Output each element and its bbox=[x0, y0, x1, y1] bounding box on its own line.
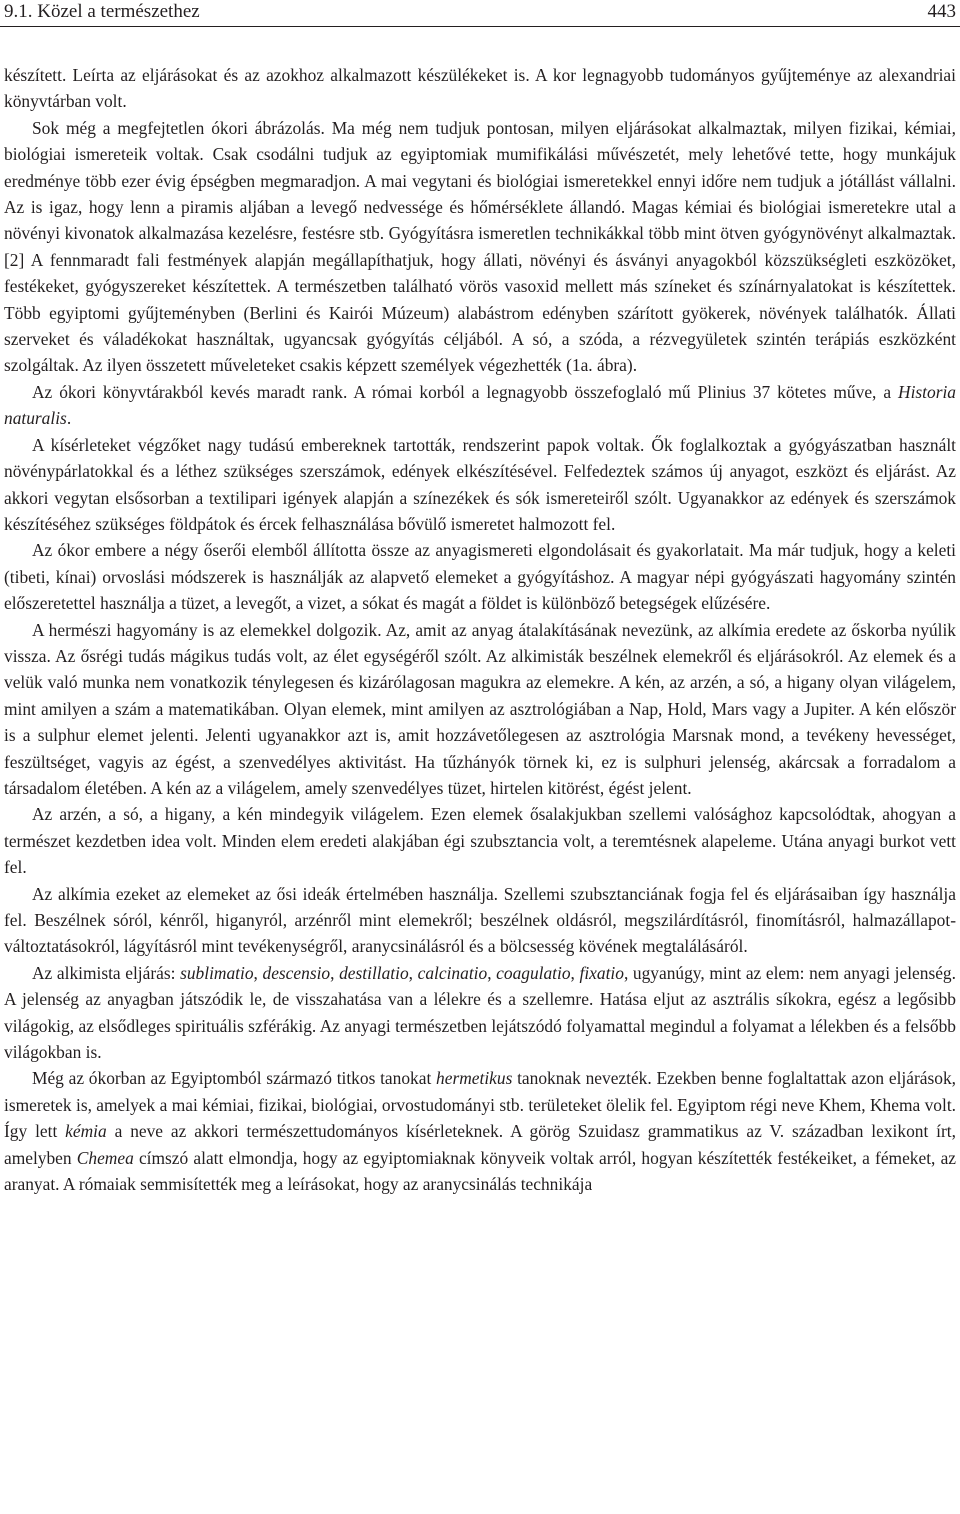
paragraph: A kísérleteket végzőket nagy tudású embereknek tartották, rendszerint papok voltak. Ők foglalkoztak a gyógyászatban használt növénypárlatokkal és a léthez szükséges szerszámok, edények elkészítésével. Felfedeztek számos új anyagot, eszközt és eljárást. Az akkori vegytan elsősorban a textilipari igények alapján a színezékek és sók ismereteiről szólt. Ugyanakkor az edények és szerszámok készítéséhez szükséges földpátok és ércek felhasználása bővülő ismeretet halmozott fel. bbox=[4, 434, 956, 534]
paragraph: Az alkimista eljárás: sublimatio, descensio, destillatio, calcinatio, coagulatio, fixatio, ugyanúgy, mint az elem: nem anyagi jelenség. A jelenség az anyagban játszódik le, de visszahatása van a lélekre és a szellemre. Hatása eljut az asztrális síkokra, egész a legősibb világokig, az elsődleges spirituális szférákig. Az anyagi természetben lejátszódó folyamattal megindul a folyamat a lélekben és a felsőbb világokban is. bbox=[4, 962, 956, 1063]
italic-term: kémia bbox=[65, 1121, 107, 1142]
page-number: 443 bbox=[927, 1, 956, 22]
paragraph: Az arzén, a só, a higany, a kén mindegyik világelem. Ezen elemek ősalakjukban szellemi valósághoz kapcsolódtak, ahogyan a természet kezdetben idea volt. Minden elem eredeti alakjában égi szubsztancia volt, a teremtésnek alapeleme. Utána anyagi burkot vett fel. bbox=[4, 804, 956, 878]
italic-term: Chemea bbox=[76, 1147, 134, 1168]
italic-term: Historia naturalis bbox=[4, 381, 956, 429]
italic-term: calcinatio bbox=[417, 962, 488, 983]
chapter-title: 9.1. Közel a természethez bbox=[4, 1, 200, 22]
paragraph: Sok még a megfejtetlen ókori ábrázolás. Ma még nem tudjuk pontosan, milyen eljárásokat alkalmaztak, milyen fizikai, kémiai, biológiai ismereteik voltak. Csak csodálni tudjuk az egyiptomiak mumifikálási művészetét, mely lehetővé tette, hogy munkájuk eredménye több ezer évig épségben megmaradjon. A mai vegytani és biológiai ismeretekkel ennyi időre nem tudjuk a jótállást vállalni. Az is igaz, hogy lenn a piramis aljában a levegő nedvessége és hőmérséklete állandó. Magas kémiai és biológiai ismeretekre utal a növényi kivonatok alkalmazása kezelésre, festésre stb. Gyógyításra ismeretlen technikákkal több mint ötven gyógynövényt alkalmaztak. [2] A fennmaradt fali festmények alapján megállapíthatjuk, hogy állati, növényi és ásványi anyagokból közszükségleti eszközöket, festékeket, gyógyszereket készítettek. A természetben található vörös vasoxid mellett más színeket és színárnyalatokat is készítettek. Több egyiptomi gyűjteményben (Berlini és Kairói Múzeum) alabástrom edényben szárított gyökerek, növények találhatók. Állati szerveket és váladékokat használtak, ugyancsak gyógyítás céljából. A só, a szóda, a rézvegyületek szintén terápiás eszközként szolgáltak. Az ilyen összetett műveleteket csakis képzett személyek végezhették (1a. ábra). bbox=[4, 117, 956, 376]
paragraph: A hermészi hagyomány is az elemekkel dolgozik. Az, amit az anyag átalakításának nevezünk, az alkímia eredete az őskorba nyúlik vissza. Az ősrégi tudás mágikus tudás volt, az élet egységéről szólt. Az alkimisták beszélnek elemekről és eljárásokról. Az elemek és a velük való munka nem vonatkozik ténylegesen és kizárólagosan magukra az elemekre. A kén, az arzén, a só, a higany olyan világelem, mint amilyen a szám a matematikában. Olyan elemek, mint amilyen az asztrológiában a Nap, Hold, Mars vagy a Jupiter. A kén először is a sulphur elemet jelenti. Jelenti ugyanakkor azt is, amit hozzávetőlegesen az asztrológia Marsnak mond, a tevékeny hevességet, feszültséget, vagyis az égést, a szenvedélyes aktivitást. Ha tűzhányók törnek ki, ez is sulphuri jelenség, akárcsak a forradalom a társadalom életében. A kén az a világelem, amely szenvedélyes tüzet, hirtelen kitörést, égést jelent. bbox=[4, 619, 956, 798]
italic-term: hermetikus bbox=[436, 1068, 513, 1089]
paragraph: Az ókori könyvtárakból kevés maradt rank. A római korból a legnagyobb összefoglaló mű Plinius 37 kötetes műve, a Historia naturalis. bbox=[4, 381, 956, 429]
italic-term: descensio bbox=[262, 962, 331, 983]
running-header bbox=[0, 0, 960, 26]
paragraph: készített. Leírta az eljárásokat és az azokhoz alkalmazott készülékeket is. A kor legnagyobb tudományos gyűjteménye az alexandriai könyvtárban volt. bbox=[4, 65, 956, 112]
italic-term: sublimatio bbox=[180, 962, 254, 983]
body-text bbox=[4, 62, 956, 1197]
italic-term: fixatio bbox=[579, 962, 624, 983]
paragraph: Még az ókorban az Egyiptomból származó titkos tanokat hermetikus tanoknak nevezték. Ezekben benne foglaltattak azon eljárások, ismeretek is, amelyek a mai kémiai, fizikai, biológiai, orvostudományi stb. területeket ölelik fel. Egyiptom régi neve Khem, Khema volt. Így lett kémia a neve az akkori természettudományos kísérleteknek. A görög Szuidasz grammatikus az V. században lexikont írt, amelyben Chemea címszó alatt elmondja, hogy az egyiptomiaknak könyveik voltak arról, hogyan készítették festékeiket, a fémeket, az aranyat. A rómaiak semmisítették meg a leírásokat, hogy az aranycsinálás technikája bbox=[4, 1068, 957, 1195]
header-rule bbox=[0, 26, 960, 27]
paragraph: Az alkímia ezeket az elemeket az ősi ideák értelmében használja. Szellemi szubsztanciának fogja fel és eljárásaiban így használja fel. Beszélnek sóról, kénről, higanyról, arzénről mint elemekről; beszélnek oldásról, megszilárdításról, finomításról, halmazállapot-változtatásokról, lágyításról mint tevékenységről, aranycsinálásról és a bölcsesség kövének megtalálásáról. bbox=[4, 883, 956, 957]
paragraph: Az ókor embere a négy őserői elemből állította össze az anyagismereti elgondolásait és gyakorlatait. Ma már tudjuk, hogy a keleti (tibeti, kínai) orvoslási módszerek is használják az alapvető elemeket a gyógyításhoz. A magyar népi gyógyászati hagyomány szintén előszeretettel használja a tüzet, a levegőt, a vizet, a sókat és magát a földet is különböző betegségek elűzésére. bbox=[4, 540, 956, 614]
italic-term: coagulatio bbox=[496, 962, 571, 983]
italic-term: destillatio bbox=[339, 962, 409, 983]
